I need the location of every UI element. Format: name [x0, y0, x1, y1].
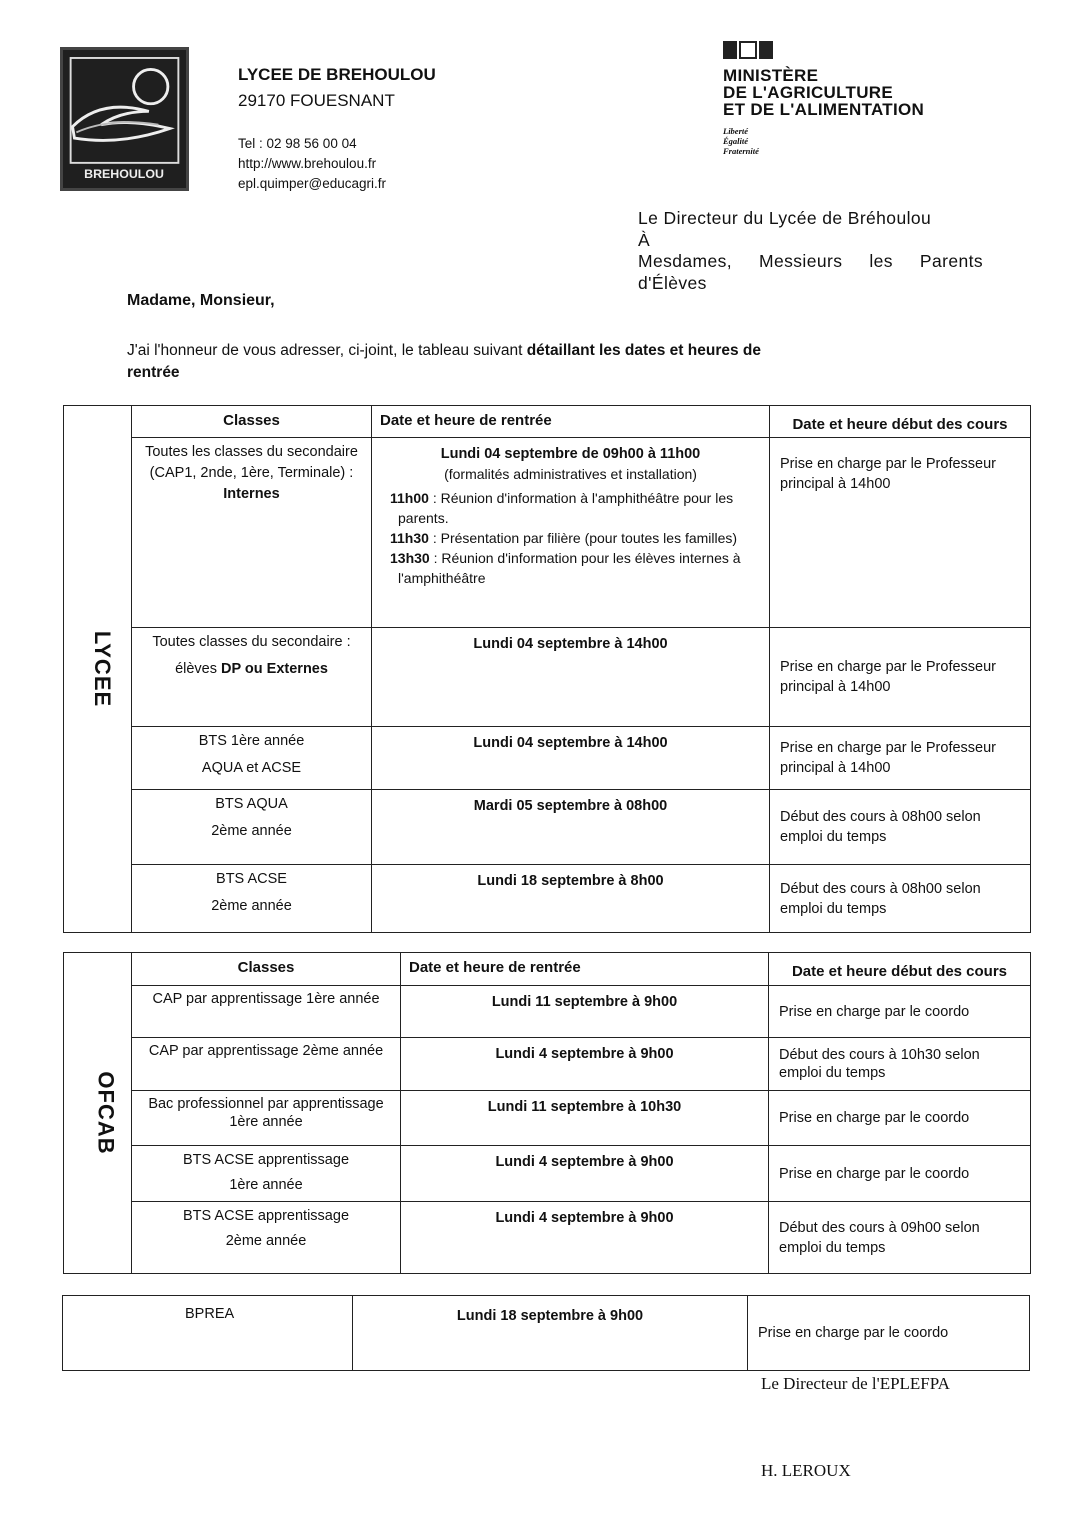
- col-header-date: Date et heure de rentrée: [372, 406, 770, 438]
- intro-bold-text: détaillant les dates et heures de rentrée: [127, 342, 761, 381]
- motto-liberte: Liberté: [723, 126, 749, 136]
- recipient-students: d'Élèves: [638, 272, 707, 293]
- row-classes: BTS 1ère année AQUA et ACSE: [132, 727, 372, 790]
- col-header-cours: Date et heure début des cours: [769, 953, 1031, 986]
- row-classes: Toutes les classes du secondaire (CAP1, 2nde, 1ère, Terminale) : Internes: [132, 438, 372, 628]
- recipient-to: À: [638, 229, 651, 250]
- ofcab-header-row: [64, 953, 1031, 986]
- intro-paragraph: [127, 340, 787, 384]
- row-classes: BPREA: [63, 1296, 353, 1371]
- row-classes: BTS ACSE apprentissage 1ère année: [132, 1146, 401, 1202]
- logo-graphic: [63, 50, 186, 188]
- phone: Tel : 02 98 56 00 04: [238, 136, 357, 151]
- row-cours: Prise en charge par le Professeur principal à 14h00: [770, 438, 1031, 628]
- row-date: Lundi 18 septembre à 9h00: [353, 1296, 748, 1371]
- ofcab-table: [63, 952, 1031, 1274]
- col-header-cours: Date et heure début des cours: [770, 406, 1031, 438]
- ministry-line-2: DE L'AGRICULTURE: [723, 83, 894, 102]
- table-row: [64, 727, 1031, 790]
- row-cours: Prise en charge par le coordo: [769, 1146, 1031, 1202]
- motto: [723, 126, 924, 156]
- row-cours: Début des cours à 08h00 selon emploi du temps: [770, 865, 1031, 933]
- school-name: LYCEE DE BREHOULOU: [238, 65, 436, 84]
- row-cours: Prise en charge par le Professeur principal à 14h00: [770, 727, 1031, 790]
- table-row: [64, 790, 1031, 865]
- row-classes: Bac professionnel par apprentissage 1ère année: [132, 1091, 401, 1146]
- row-date: Lundi 11 septembre à 10h30: [401, 1091, 769, 1146]
- table-row: [64, 1202, 1031, 1274]
- lycee-table: [63, 405, 1031, 933]
- table-row: [64, 438, 1031, 628]
- bprea-table: [62, 1295, 1030, 1371]
- row-classes: BTS ACSE 2ème année: [132, 865, 372, 933]
- table-row: [63, 1296, 1030, 1371]
- row-date: Lundi 04 septembre de 09h00 à 11h00 (formalités administratives et installation) 11h00 : Réunion d'information à l'amphithéâtre pour les parents. 11h30 : Présentation par filière (pour toutes les familles) 13h30 : Réunion d'information pour les élèves internes à l'amphithéâtre: [372, 438, 770, 628]
- ministry-logo: [723, 41, 924, 156]
- table-row: [64, 865, 1031, 933]
- table-row: [64, 628, 1031, 727]
- school-logo: [60, 47, 189, 191]
- row-cours: Prise en charge par le coordo: [769, 1091, 1031, 1146]
- row-classes: BTS ACSE apprentissage 2ème année: [132, 1202, 401, 1274]
- intro-text: J'ai l'honneur de vous adresser, ci-joint, le tableau suivant: [127, 342, 527, 359]
- col-header-classes: Classes: [132, 953, 401, 986]
- ministry-line-3: ET DE L'ALIMENTATION: [723, 100, 925, 119]
- row-date: Lundi 04 septembre à 14h00: [372, 628, 770, 727]
- row-classes: Toutes classes du secondaire : élèves DP ou Externes: [132, 628, 372, 727]
- row-cours: Début des cours à 10h30 selon emploi du temps: [769, 1038, 1031, 1091]
- row-date: Lundi 04 septembre à 14h00: [372, 727, 770, 790]
- row-date: Lundi 11 septembre à 9h00: [401, 986, 769, 1038]
- row-cours: Prise en charge par le coordo: [769, 986, 1031, 1038]
- ofcab-side-label: OFCAB: [64, 953, 132, 1274]
- school-contact: [238, 134, 386, 194]
- row-date: Lundi 18 septembre à 8h00: [372, 865, 770, 933]
- col-header-classes: Classes: [132, 406, 372, 438]
- row-date: Mardi 05 septembre à 08h00: [372, 790, 770, 865]
- row-cours: Début des cours à 08h00 selon emploi du temps: [770, 790, 1031, 865]
- row-cours: Prise en charge par le coordo: [748, 1296, 1030, 1371]
- recipient-block: [638, 208, 983, 294]
- website-link[interactable]: http://www.brehoulou.fr: [238, 156, 377, 171]
- lycee-header-row: [64, 406, 1031, 438]
- email-link[interactable]: epl.quimper@educagri.fr: [238, 176, 387, 191]
- table-row: [64, 986, 1031, 1038]
- col-header-date: Date et heure de rentrée: [401, 953, 769, 986]
- motto-fraternite: Fraternité: [723, 146, 759, 156]
- row-classes: BTS AQUA 2ème année: [132, 790, 372, 865]
- school-address: [238, 62, 436, 114]
- table-row: [64, 1038, 1031, 1091]
- motto-egalite: Égalité: [723, 136, 749, 146]
- lycee-side-label: LYCEE: [64, 406, 132, 933]
- recipient-parents: Mesdames, Messieurs les Parents: [638, 251, 983, 271]
- row-date: Lundi 4 septembre à 9h00: [401, 1038, 769, 1091]
- svg-text:BREHOULOU: BREHOULOU: [84, 167, 164, 182]
- salutation: Madame, Monsieur,: [127, 292, 275, 309]
- table-row: [64, 1091, 1031, 1146]
- row-classes: CAP par apprentissage 1ère année: [132, 986, 401, 1038]
- table-row: [64, 1146, 1031, 1202]
- ministry-line-1: MINISTÈRE: [723, 66, 819, 85]
- signature-name: H. LEROUX: [761, 1461, 851, 1480]
- row-date: Lundi 4 septembre à 9h00: [401, 1202, 769, 1274]
- row-classes: CAP par apprentissage 2ème année: [132, 1038, 401, 1091]
- row-cours: Prise en charge par le Professeur principal à 14h00: [770, 628, 1031, 727]
- sender: Le Directeur du Lycée de Bréhoulou: [638, 208, 932, 228]
- republic-flag-icon: [723, 41, 773, 59]
- school-city: 29170 FOUESNANT: [238, 91, 395, 110]
- signature-title: Le Directeur de l'EPLEFPA: [761, 1374, 950, 1393]
- row-cours: Début des cours à 09h00 selon emploi du temps: [769, 1202, 1031, 1274]
- row-date: Lundi 4 septembre à 9h00: [401, 1146, 769, 1202]
